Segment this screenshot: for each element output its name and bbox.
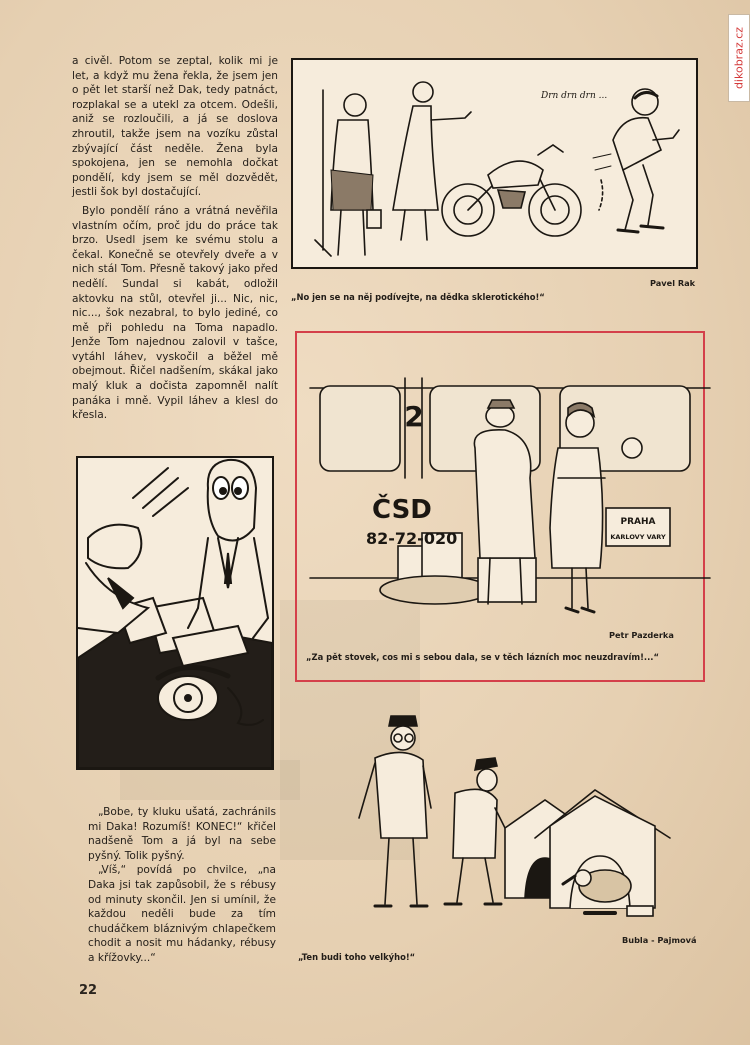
train-cartoon-drawing [310,368,710,628]
cartoon-author: Bubla - Pajmová [622,935,697,945]
watermark-badge[interactable] [728,14,750,102]
destination-line-2: KARLOVY VARY [610,533,666,541]
motorcycle-cartoon [291,58,698,269]
article-paragraph: „Bobe, ty kluku ušatá, zachránils mi Daka! Rozumíš! KONEC!“ křičel nadšeně Tom a já byl na sebe pyšný. Tolik pyšný. [88,806,276,862]
cartoon-caption: „Za pět stovek, cos mi s sebou dala, se v těch lázních moc neuzdravím!...“ [306,652,659,662]
train-car-code: 82-72-020 [366,529,458,548]
motorcycle-cartoon-drawing [293,60,696,267]
watermark-text: dikobraz.cz [732,26,746,90]
cartoon-author: Pavel Rak [650,278,696,288]
cartoon-author: Petr Pazderka [609,630,674,640]
article-paragraph: a civěl. Potom se zeptal, kolik mi je let, a když mu žena řekla, že jsem jen o pět let starší než Dak, tedy patnáct, rozplakal se a utekl za otcem. Odešli, aniž se rozloučili, a já se doslova zhroutil, takže jsem na vozíku zůstal zbývající část neděle. Žena byla spokojena, jen se nemohla dočkat pondělí, kdy jsem se měl dozvědět, jestli šok byl dostačující. [72,55,278,199]
office-cartoon-drawing [78,458,272,768]
office-cartoon [76,456,274,770]
article-column-2 [88,805,276,966]
train-lettering: ČSD [372,495,432,525]
destination-line-1: PRAHA [620,517,656,527]
cartoon-caption: „No jen se na něj podívejte, na dědka sklerotického!“ [291,292,545,302]
doghouse-cartoon-drawing [345,708,705,928]
article-paragraph: Bylo pondělí ráno a vrátná nevěřila vlastním očím, proč jdu do práce tak brzo. Usedl jsem ke svému stolu a čekal. Konečně se otevřely dveře a v nich stál Tom. Přesně takový jako před nedělí. Sundal si kabát, odložil aktovku na stůl, otevřel ji... Nic, nic, nic..., šok nezabral, to bylo jediné, co mě při pohledu na Toma napadlo. Jenže Tom najednou zalovil v tašce, vytáhl láhev, vyskočil a běžel mě obejmout. Řičel nadšením, skákal jako malý kluk a dočista zapomněl nalít panáka i mně. Vypil láhev a klesl do křesla. [72,204,278,422]
article-paragraph: „Víš,“ povídá po chvilce, „na Daka jsi tak zapůsobil, že s rébusy od minuty skončil. Jen si umínil, že každou neděli bude za tím chudáčkem bláznivým chlapečkem chodit a nosit mu hádanky, rébusy a křížovky...“ [88,864,276,964]
page-number: 22 [79,983,98,998]
speech-text: Drn drn drn ... [541,91,608,101]
car-number: 2 [404,400,424,433]
article-column-1 [72,54,278,423]
cartoon-caption: „Ten budi toho velkýho!“ [298,952,416,962]
